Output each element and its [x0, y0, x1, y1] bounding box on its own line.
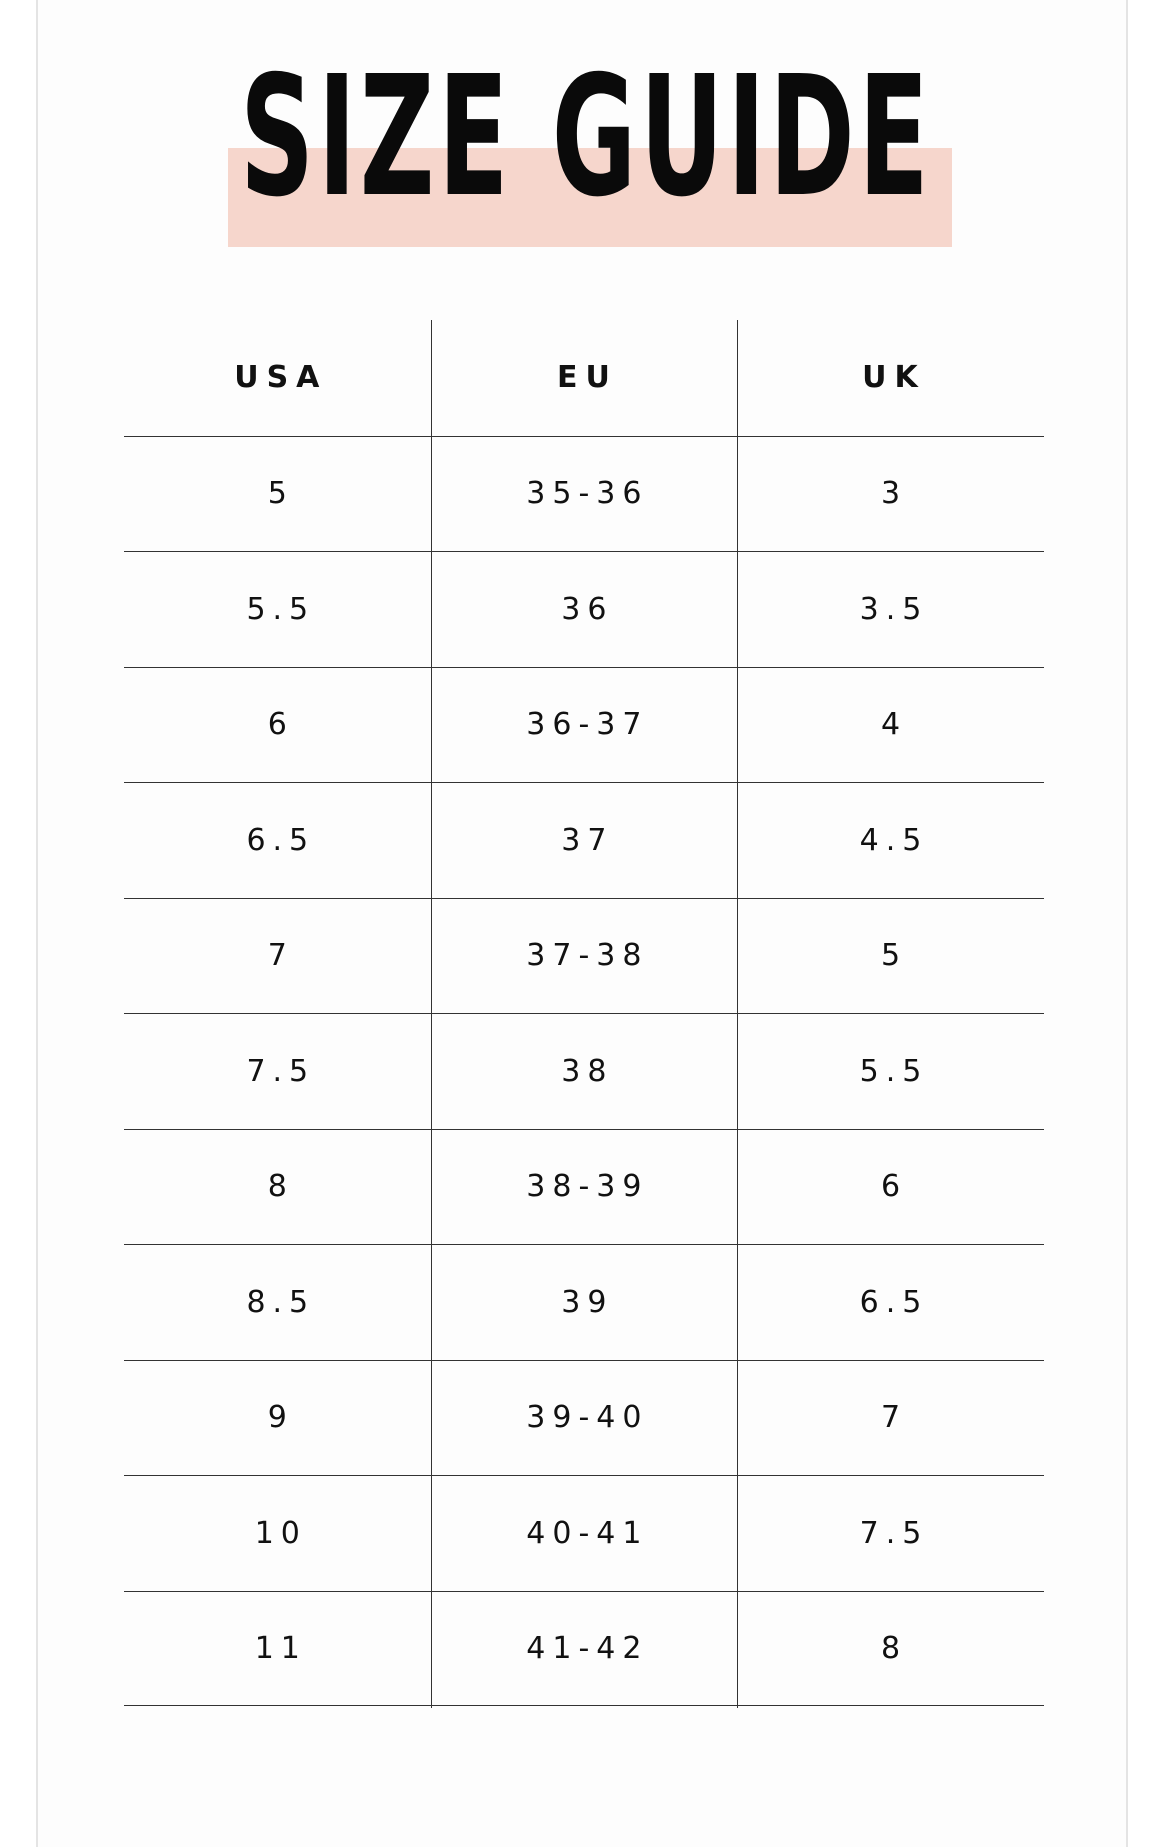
cell-usa: 6.5	[246, 822, 316, 858]
cell-eu: 38-39	[526, 1169, 649, 1205]
cell-usa: 7	[267, 938, 294, 974]
cell-eu: 38	[561, 1053, 614, 1089]
cell-eu: 37	[561, 822, 614, 858]
cell-uk: 6	[880, 1169, 908, 1205]
table-row	[124, 436, 1044, 552]
header-uk: UK	[862, 360, 926, 396]
header-eu: EU	[556, 360, 618, 396]
table-row	[124, 1129, 1044, 1245]
cell-uk: 5	[880, 938, 908, 974]
table-row	[124, 1360, 1044, 1476]
cell-uk: 7	[880, 1400, 908, 1436]
cell-uk: 5.5	[859, 1053, 929, 1089]
cell-usa: 6	[267, 707, 294, 743]
cell-eu: 36-37	[526, 707, 649, 743]
cell-uk: 7.5	[859, 1515, 929, 1551]
cell-eu: 40-41	[526, 1515, 649, 1551]
cell-usa: 7.5	[246, 1053, 316, 1089]
table-header-row	[124, 320, 1044, 436]
table-row	[124, 551, 1044, 667]
cell-usa: 5.5	[246, 591, 316, 627]
table-row	[124, 782, 1044, 898]
cell-uk: 4.5	[859, 822, 929, 858]
cell-usa: 5	[267, 476, 294, 512]
cell-uk: 3	[880, 476, 908, 512]
cell-usa: 11	[254, 1630, 307, 1666]
cell-usa: 8.5	[246, 1284, 316, 1320]
cell-uk: 6.5	[859, 1284, 929, 1320]
cell-usa: 10	[254, 1515, 307, 1551]
table-row	[124, 1591, 1044, 1707]
table-row	[124, 667, 1044, 783]
cell-uk: 4	[880, 707, 908, 743]
header-usa: USA	[234, 360, 328, 396]
cell-eu: 36	[561, 591, 614, 627]
cell-eu: 39	[561, 1284, 614, 1320]
table-row	[124, 1475, 1044, 1591]
cell-uk: 8	[880, 1630, 908, 1666]
table-row	[124, 1244, 1044, 1360]
cell-eu: 39-40	[526, 1400, 649, 1436]
table-row	[124, 1013, 1044, 1129]
cell-usa: 8	[267, 1169, 294, 1205]
cell-usa: 9	[267, 1400, 294, 1436]
cell-eu: 35-36	[526, 476, 649, 512]
cell-uk: 3.5	[859, 591, 929, 627]
cell-eu: 37-38	[526, 938, 649, 974]
cell-eu: 41-42	[526, 1630, 649, 1666]
size-table	[124, 320, 1044, 1706]
page-title: SIZE GUIDE	[239, 41, 933, 234]
table-row	[124, 898, 1044, 1014]
